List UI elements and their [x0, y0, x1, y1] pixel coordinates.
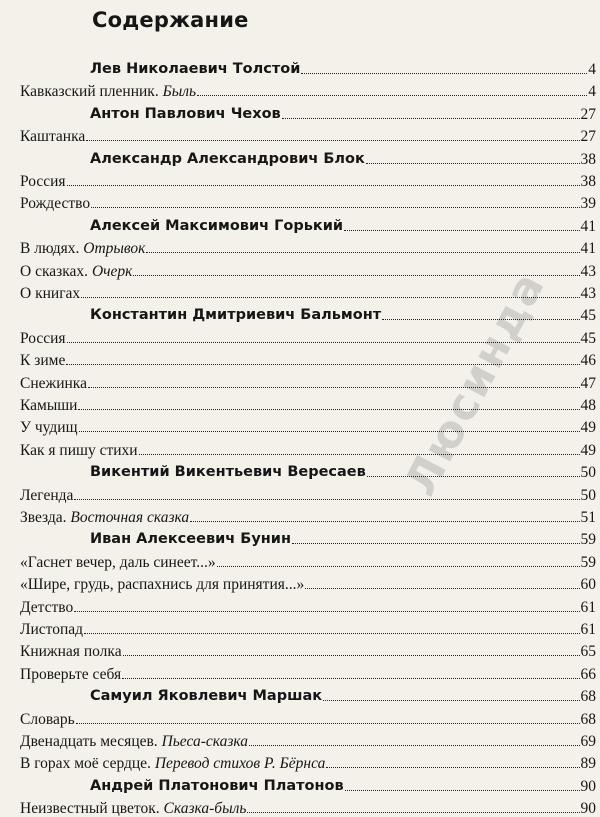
leader-dots	[133, 275, 579, 276]
page-number: 38	[581, 151, 600, 168]
page-number: 68	[581, 711, 600, 728]
toc-work-row	[0, 750, 600, 772]
work-title	[0, 576, 304, 593]
entry-genre: Пьеса-сказка	[162, 733, 248, 750]
leader-dots	[74, 611, 579, 612]
entry-text: К зиме	[20, 352, 65, 369]
page-title: Содержание	[92, 8, 249, 32]
page-number: 41	[581, 218, 600, 235]
toc-work-row	[0, 661, 600, 683]
entry-text: У чудищ	[20, 419, 78, 436]
work-title	[0, 442, 138, 459]
page-number: 46	[581, 352, 600, 369]
entry-text: Лев Николаевич Толстой	[90, 61, 300, 77]
entry-text: Россия	[20, 173, 66, 190]
entry-text: Снежинка	[20, 375, 87, 392]
toc-work-row	[0, 594, 600, 616]
page-number: 89	[581, 755, 600, 772]
entry-text: Камыши	[20, 397, 77, 414]
leader-dots	[323, 700, 579, 701]
author-name	[0, 531, 291, 548]
author-name	[0, 464, 366, 481]
toc-work-row	[0, 325, 600, 347]
entry-text: Самуил Яковлевич Маршак	[90, 688, 322, 704]
entry-text: Словарь	[20, 711, 75, 728]
author-name	[0, 218, 343, 235]
entry-text: Двенадцать месяцев.	[20, 733, 158, 750]
toc-work-row	[0, 616, 600, 638]
page-number: 49	[581, 442, 600, 459]
work-title	[0, 509, 189, 526]
page-number: 65	[581, 643, 600, 660]
page-number: 69	[581, 733, 600, 750]
page-number: 4	[588, 83, 600, 100]
toc-work-row	[0, 795, 600, 817]
entry-text: Звезда.	[20, 509, 67, 526]
entry-text: «Шире, грудь, распахнись для принятия...»	[20, 576, 304, 593]
work-title	[0, 128, 85, 145]
leader-dots	[67, 185, 580, 186]
author-name	[0, 151, 365, 168]
author-name	[0, 307, 381, 324]
leader-dots	[292, 543, 580, 544]
toc-author-row	[0, 56, 600, 78]
page-number: 43	[581, 263, 600, 280]
leader-dots	[197, 95, 587, 96]
leader-dots	[91, 207, 579, 208]
work-title	[0, 173, 66, 190]
entry-text: Андрей Платонович Платонов	[90, 778, 344, 794]
toc-work-row	[0, 549, 600, 571]
page-number: 49	[581, 419, 600, 436]
entry-text: Как я пишу стихи	[20, 442, 138, 459]
leader-dots	[88, 387, 580, 388]
work-title	[0, 599, 73, 616]
entry-text: Листопад	[20, 621, 83, 638]
entry-text: Антон Павлович Чехов	[90, 106, 281, 122]
toc-author-row	[0, 683, 600, 705]
toc-work-row	[0, 258, 600, 280]
entry-text: Неизвестный цветок.	[20, 800, 160, 817]
leader-dots	[74, 499, 579, 500]
toc-author-row	[0, 302, 600, 324]
toc-work-row	[0, 190, 600, 212]
leader-dots	[217, 566, 580, 567]
toc-work-row	[0, 437, 600, 459]
entry-text: В людях.	[20, 240, 79, 257]
entry-text: Константин Дмитриевич Бальмонт	[90, 307, 381, 323]
work-title	[0, 487, 73, 504]
entry-text: Рождество	[20, 195, 90, 212]
page-number: 4	[588, 61, 600, 78]
toc-work-row	[0, 638, 600, 660]
page-number: 66	[581, 666, 600, 683]
leader-dots	[78, 409, 579, 410]
page-number: 50	[581, 464, 600, 481]
entry-text: Россия	[20, 330, 66, 347]
entry-genre: Очерк	[92, 263, 132, 280]
toc-work-row	[0, 347, 600, 369]
entry-text: Книжная полка	[20, 643, 122, 660]
leader-dots	[146, 252, 579, 253]
entry-genre: Сказка-быль	[164, 800, 247, 817]
toc-work-row	[0, 280, 600, 302]
work-title	[0, 263, 132, 280]
page-number: 90	[581, 800, 600, 817]
leader-dots	[86, 140, 579, 141]
entry-text: «Гаснет вечер, даль синеет...»	[20, 554, 216, 571]
page-number: 39	[581, 195, 600, 212]
leader-dots	[247, 812, 579, 813]
page-number: 51	[581, 509, 600, 526]
leader-dots	[122, 678, 579, 679]
page-number: 27	[581, 106, 600, 123]
toc-work-row	[0, 235, 600, 257]
leader-dots	[345, 790, 580, 791]
entry-text: О книгах	[20, 285, 80, 302]
leader-dots	[305, 588, 579, 589]
toc-work-row	[0, 370, 600, 392]
work-title	[0, 397, 77, 414]
toc-work-row	[0, 168, 600, 190]
toc-author-row	[0, 526, 600, 548]
leader-dots	[81, 297, 579, 298]
toc-author-row	[0, 773, 600, 795]
leader-dots	[301, 73, 587, 74]
entry-genre: Отрывок	[83, 240, 145, 257]
work-title	[0, 666, 121, 683]
work-title	[0, 755, 325, 772]
entry-text: Алексей Максимович Горький	[90, 218, 343, 234]
page-number: 41	[581, 240, 600, 257]
page-number: 59	[581, 554, 600, 571]
entry-text: Кавказский пленник.	[20, 83, 159, 100]
author-name	[0, 778, 344, 795]
entry-genre: Быль	[163, 83, 196, 100]
entry-genre: Перевод стихов Р. Бёрнса	[155, 755, 326, 772]
entry-text: Викентий Викентьевич Вересаев	[90, 464, 366, 480]
page-number: 27	[581, 128, 600, 145]
leader-dots	[66, 364, 579, 365]
leader-dots	[76, 723, 580, 724]
author-name	[0, 106, 281, 123]
page-number: 68	[581, 688, 600, 705]
page-number: 45	[581, 307, 600, 324]
page-number: 45	[581, 330, 600, 347]
toc-work-row	[0, 706, 600, 728]
entry-genre: Восточная сказка	[70, 509, 189, 526]
leader-dots	[190, 521, 579, 522]
leader-dots	[84, 633, 579, 634]
page-number: 47	[581, 375, 600, 392]
work-title	[0, 711, 75, 728]
toc-author-row	[0, 101, 600, 123]
entry-text: О сказках.	[20, 263, 88, 280]
leader-dots	[67, 342, 580, 343]
page-number: 61	[581, 599, 600, 616]
entry-text: Проверьте себя	[20, 666, 121, 683]
entry-text: Легенда	[20, 487, 73, 504]
work-title	[0, 195, 90, 212]
toc-work-row	[0, 392, 600, 414]
leader-dots	[282, 118, 580, 119]
leader-dots	[367, 476, 580, 477]
page-number: 59	[581, 531, 600, 548]
author-name	[0, 688, 322, 705]
toc-author-row	[0, 213, 600, 235]
work-title	[0, 419, 78, 436]
work-title	[0, 285, 80, 302]
page-number: 60	[581, 576, 600, 593]
toc-work-row	[0, 123, 600, 145]
page-number: 90	[581, 778, 600, 795]
toc-work-row	[0, 504, 600, 526]
work-title	[0, 621, 83, 638]
toc-work-row	[0, 78, 600, 100]
page-number: 61	[581, 621, 600, 638]
toc-work-row	[0, 482, 600, 504]
toc-author-row	[0, 459, 600, 481]
work-title	[0, 330, 66, 347]
page-number: 43	[581, 285, 600, 302]
work-title	[0, 83, 196, 100]
work-title	[0, 554, 216, 571]
entry-text: Каштанка	[20, 128, 85, 145]
toc-author-row	[0, 146, 600, 168]
work-title	[0, 643, 122, 660]
author-name	[0, 61, 300, 78]
entry-text: Александр Александрович Блок	[90, 151, 365, 167]
toc-work-row	[0, 414, 600, 436]
leader-dots	[366, 163, 580, 164]
page-number: 48	[581, 397, 600, 414]
toc-work-row	[0, 571, 600, 593]
leader-dots	[249, 745, 579, 746]
work-title	[0, 733, 248, 750]
work-title	[0, 240, 145, 257]
work-title	[0, 352, 65, 369]
leader-dots	[123, 655, 580, 656]
watermark: Люсинда	[395, 263, 555, 504]
toc-work-row	[0, 728, 600, 750]
work-title	[0, 800, 246, 817]
page-number: 50	[581, 487, 600, 504]
leader-dots	[344, 230, 579, 231]
leader-dots	[79, 431, 580, 432]
entry-text: Детство	[20, 599, 73, 616]
leader-dots	[382, 319, 579, 320]
work-title	[0, 375, 87, 392]
page-number: 38	[581, 173, 600, 190]
entry-text: В горах моё сердце.	[20, 755, 151, 772]
entry-text: Иван Алексеевич Бунин	[90, 531, 291, 547]
leader-dots	[139, 454, 580, 455]
